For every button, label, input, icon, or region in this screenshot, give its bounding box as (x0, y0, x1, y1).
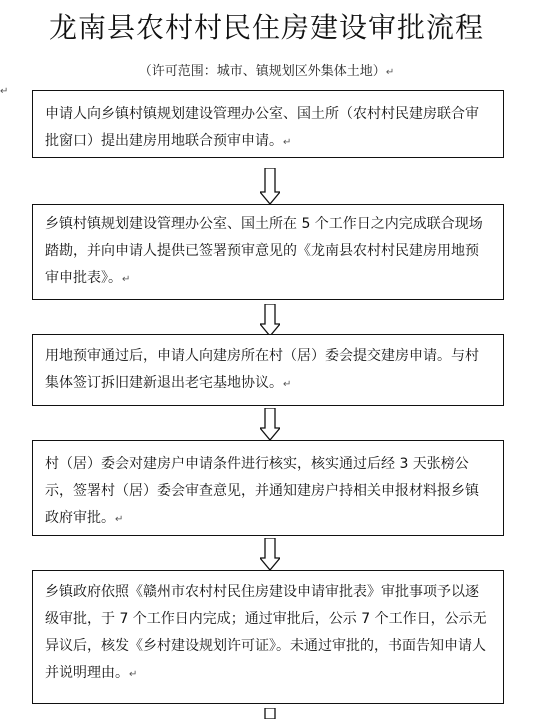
paragraph-mark-icon: ↵ (283, 137, 292, 148)
paragraph-mark-icon: ↵ (129, 669, 138, 680)
step-box-3 (32, 334, 504, 406)
paragraph-mark-icon: ↵ (0, 86, 9, 97)
down-arrow-icon (260, 408, 280, 440)
step-text: 用地预审通过后，申请人向建房所在村（居）委会提交建房申请。与村集体签订拆旧建新退出老宅基地协议。 (45, 348, 479, 391)
subtitle-text: （许可范围：城市、镇规划区外集体土地） (138, 64, 386, 79)
step-text: 乡镇村镇规划建设管理办公室、国土所在 5 个工作日之内完成联合现场踏勘，并向申请人提供已签署预审意见的《龙南县农村村民建房用地预审申批表》。 (45, 216, 483, 286)
down-arrow-icon (260, 538, 280, 570)
page-subtitle (0, 63, 533, 82)
down-arrow-icon (260, 168, 280, 204)
step-text: 村（居）委会对建房户申请条件进行核实，核实通过后经 3 天张榜公示，签署村（居）委会审查意见，并通知建房户持相关申报材料报乡镇政府审批。 (45, 456, 479, 526)
step-box-1 (32, 90, 504, 158)
step-text: 申请人向乡镇村镇规划建设管理办公室、国土所（农村村民建房联合审批窗口）提出建房用地联合预审申请。 (45, 106, 479, 149)
down-arrow-icon (260, 304, 280, 336)
paragraph-mark-icon: ↵ (115, 514, 124, 525)
paragraph-mark-icon: ↵ (385, 67, 395, 78)
step-text: 乡镇政府依照《赣州市农村村民住房建设申请审批表》审批事项予以逐级审批，于 7 个工作日内完成；通过审批后，公示 7 个工作日，公示无异议后，核发《乡村建设规划许可证》。未通过审批的，书面告知申请人并说明理由。 (45, 584, 487, 681)
page-title: 龙南县农村村民住房建设审批流程 (48, 11, 484, 44)
step-box-4 (32, 440, 504, 536)
step-box-2 (32, 204, 504, 300)
step-box-5 (32, 570, 504, 704)
paragraph-mark-icon: ↵ (122, 274, 131, 285)
paragraph-mark-icon: ↵ (283, 379, 292, 390)
down-arrow-icon (260, 708, 280, 719)
